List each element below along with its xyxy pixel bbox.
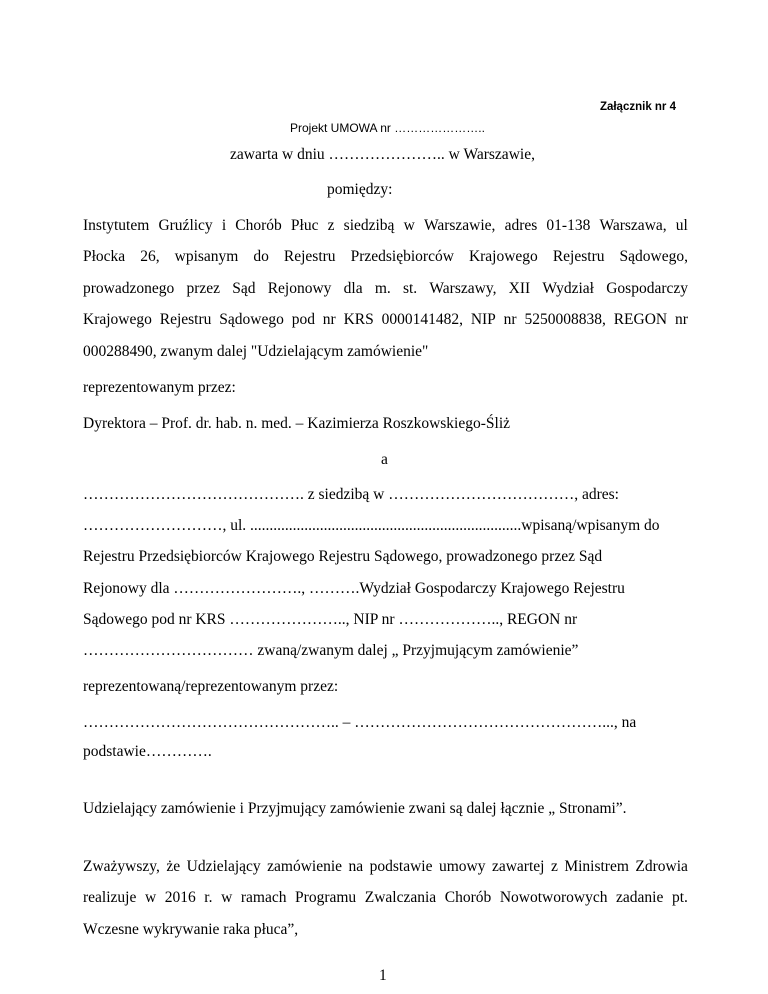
word: Zdrowia [635,857,688,875]
word: prowadzonego [83,280,175,298]
word: wpisanym [174,247,239,265]
party2-line: …………………………… zwaną/zwanym dalej „ Przyjmującym zamówienie” [83,642,579,660]
word: NIP [470,311,496,329]
word: 0000141482, [381,311,463,329]
word: Płocka [83,247,126,265]
word: i [221,216,227,234]
word: ramach [240,889,287,907]
word: nr [322,311,336,329]
word: pod [291,311,315,329]
word: Programu [295,889,357,907]
party2-line: Rejonowy dla ……………………., ……….Wydział Gospodarczy Krajowego Rejestru [83,579,625,597]
word: realizuje [83,889,137,907]
word: Gruźlicy [158,216,213,234]
parties-note: Udzielający zamówienie i Przyjmujący zamówienie zwani są dalej łącznie „ Stronami”. [83,799,627,817]
party1-last-line: 000288490, zwanym dalej "Udzielającym zamówienie" [83,342,429,360]
party2-represented: reprezentowaną/reprezentowanym przez: [83,678,339,696]
word: Nowotworowych [499,889,608,907]
word: umowy [438,857,486,875]
party1-line [83,248,688,266]
word: zadanie [616,889,664,907]
word: KRS [343,311,374,329]
word: na [348,857,364,875]
word: ul [675,216,688,234]
word: Rejestru [159,311,212,329]
party2-line: ……………………………………. z siedzibą w ………………………………, adres: [83,485,619,503]
word: st. [402,280,418,298]
word: przez [186,280,221,298]
word: Krajowego [468,247,538,265]
party2-line: Sądowego pod nr KRS ………………….., NIP nr ……………….., REGON nr [83,610,578,628]
word: 01-138 [546,216,591,234]
word: Wydział [542,280,594,298]
word: Instytutem [83,216,150,234]
word: 5250008838, [524,311,606,329]
director-line: Dyrektora – Prof. dr. hab. n. med. – Kazimierza Roszkowskiego-Śliż [83,414,511,432]
word: Udzielający [186,857,261,875]
party2-line: ………………………, ul. ......................................................................wpisaną/wpisanym do [83,516,660,534]
word: 26, [140,247,160,265]
word: Sądowego, [619,247,688,265]
party1-line [83,280,688,298]
party1-line [83,311,688,329]
word: REGON [613,311,668,329]
word: że [166,857,181,875]
word: Rejestru [283,247,336,265]
word: w [221,889,233,907]
word: Przedsiębiorców [350,247,454,265]
word: 2016 [164,889,196,907]
whereas-line [83,889,688,907]
basis-line: podstawie…………. [83,742,212,760]
whereas-last-line: Wczesne wykrywanie raka płuca”, [83,920,299,938]
word: Warszawy, [429,280,497,298]
word: Rejestru [552,247,605,265]
representative-line: ………………………………………….. – …………………………………………..., na [83,714,637,732]
word: Chorób [444,889,492,907]
word: Krajowego [83,311,152,329]
conjunction-a: a [381,450,388,468]
word: Gospodarczy [606,280,688,298]
word: w [403,216,415,234]
word: zamówienie [267,857,343,875]
page-number: 1 [379,966,387,984]
word: XII [508,280,531,298]
word: do [253,247,269,265]
word: Zważywszy, [83,857,160,875]
word: podstawie [369,857,433,875]
word: Sądowego [219,311,284,329]
word: dla [343,280,363,298]
party2-line: Rejestru Przedsiębiorców Krajowego Rejestru Sądowego, prowadzonego przez Sąd [83,548,603,566]
word: Rejonowy [267,280,332,298]
word: siedzibą [343,216,395,234]
party1-represented: reprezentowanym przez: [83,378,236,396]
word: nr [503,311,517,329]
project-title: Projekt UMOWA nr ………………….. [290,120,485,135]
word: Ministrem [564,857,629,875]
word: zawartej [491,857,545,875]
word: pt. [671,889,688,907]
between-line: pomiędzy: [327,180,393,198]
whereas-line [83,858,688,876]
word: z [327,216,335,234]
word: nr [674,311,688,329]
word: Sąd [232,280,256,298]
word: Zwalczania [364,889,437,907]
word: z [550,857,558,875]
word: Chorób [235,216,282,234]
word: Płuc [290,216,319,234]
word: r. [204,889,213,907]
word: m. [374,280,391,298]
word: Warszawa, [599,216,667,234]
concluded-line: zawarta w dniu ………………….. w Warszawie, [230,145,535,163]
party1-line [83,217,688,235]
word: adres [504,216,538,234]
attachment-label: Załącznik nr 4 [599,100,676,113]
word: Warszawie, [423,216,496,234]
word: w [144,889,157,907]
